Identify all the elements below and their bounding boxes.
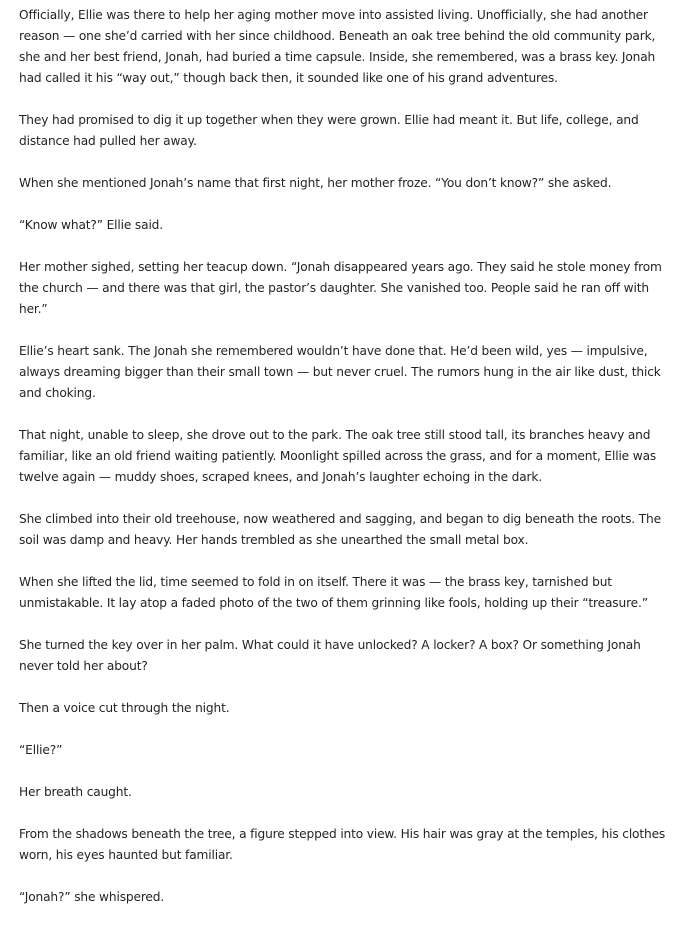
story-text	[19, 5, 671, 929]
paragraph-4: “Know what?” Ellie said.	[19, 218, 163, 232]
paragraph-13: Her breath caught.	[19, 785, 132, 799]
paragraph-7: That night, unable to sleep, she drove out to the park. The oak tree still stood tall, its branches heavy and familiar, like an old friend waiting patiently. Moonlight spilled across the grass, and for a moment, Ellie was twelve again — muddy shoes, scraped knees, and Jonah’s laughter echoing in the dark.	[19, 428, 657, 484]
paragraph-10: She turned the key over in her palm. What could it have unlocked? A locker? A box? Or something Jonah never told her about?	[19, 638, 641, 673]
paragraph-3: When she mentioned Jonah’s name that first night, her mother froze. “You don’t know?” she asked.	[19, 176, 612, 190]
paragraph-1: Officially, Ellie was there to help her aging mother move into assisted living. Unofficially, she had another reason — one she’d carried with her since childhood. Beneath an oak tree behind the old community park, she and her best friend, Jonah, had buried a time capsule. Inside, she remembered, was a brass key. Jonah had called it his “way out,” though back then, it sounded like one of his grand adventures.	[19, 8, 656, 85]
paragraph-14: From the shadows beneath the tree, a figure stepped into view. His hair was gray at the temples, his clothes worn, his eyes haunted but familiar.	[19, 827, 666, 862]
paragraph-8: She climbed into their old treehouse, now weathered and sagging, and began to dig beneath the roots. The soil was damp and heavy. Her hands trembled as she unearthed the small metal box.	[19, 512, 661, 547]
paragraph-2: They had promised to dig it up together when they were grown. Ellie had meant it. But life, college, and distance had pulled her away.	[19, 113, 639, 148]
paragraph-11: Then a voice cut through the night.	[19, 701, 230, 715]
paragraph-12: “Ellie?”	[19, 743, 63, 757]
paragraph-6: Ellie’s heart sank. The Jonah she remembered wouldn’t have done that. He’d been wild, yes — impulsive, always dreaming bigger than their small town — but never cruel. The rumors hung in the air like dust, thick and choking.	[19, 344, 661, 400]
paragraph-5: Her mother sighed, setting her teacup down. “Jonah disappeared years ago. They said he stole money from the church — and there was that girl, the pastor’s daughter. She vanished too. People said he ran off with her.”	[19, 260, 662, 316]
paragraph-9: When she lifted the lid, time seemed to fold in on itself. There it was — the brass key, tarnished but unmistakable. It lay atop a faded photo of the two of them grinning like fools, holding up their “treasure.”	[19, 575, 648, 610]
paragraph-15: “Jonah?” she whispered.	[19, 890, 165, 904]
